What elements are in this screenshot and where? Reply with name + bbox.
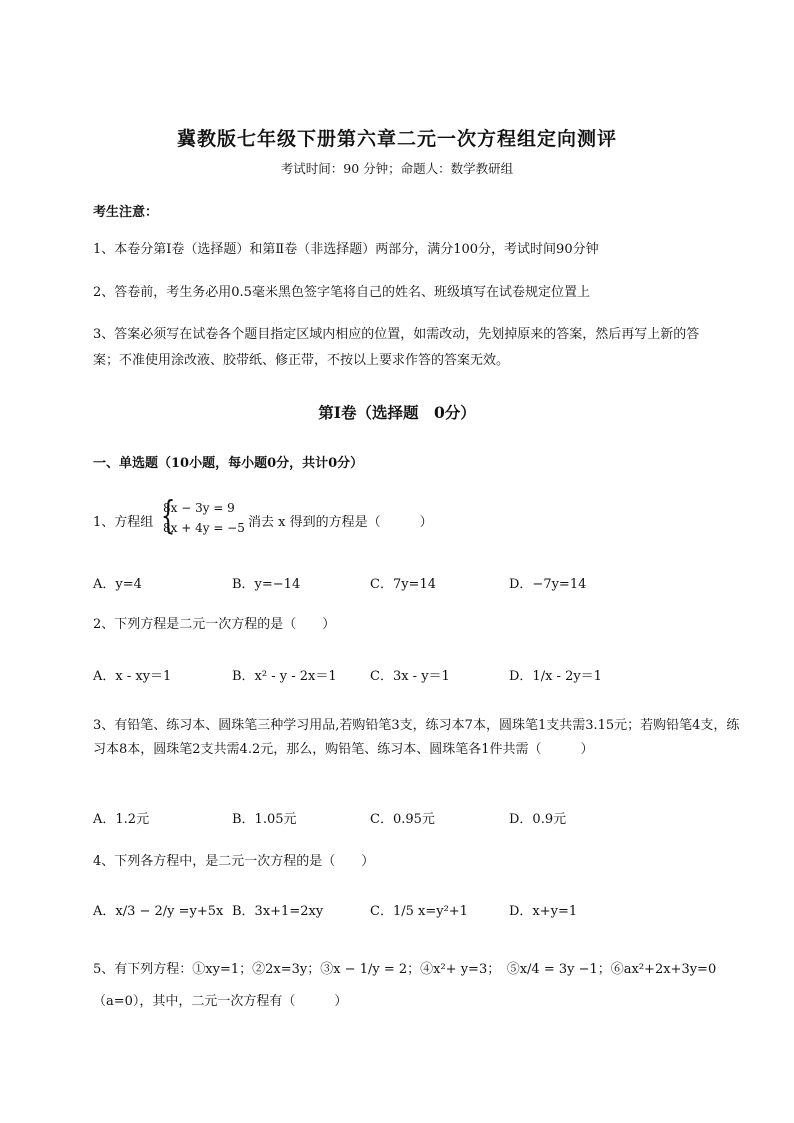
q2-option-d: D．1/x - 2y＝1: [509, 669, 602, 684]
system-brace: {: [160, 493, 176, 537]
q2-stem: 2、下列方程是二元一次方程的是（ ）: [93, 617, 336, 632]
q1-prefix: 1、方程组: [93, 515, 154, 530]
section-heading: 第Ⅰ卷（选择题 0分）: [318, 403, 476, 422]
equation-system: [163, 498, 245, 538]
q1-option-c: C．7y=14: [370, 577, 436, 592]
q3-option-b: B．1.05元: [232, 812, 297, 827]
q2-option-b: B．x² - y - 2x＝1: [232, 669, 337, 684]
q2-option-c: C．3x - y＝1: [370, 669, 450, 684]
q4-option-d: D．x+y=1: [509, 904, 578, 919]
notice-item-3: 3、答案必须写在试卷各个题目指定区域内相应的位置，如需改动，先划掉原来的答案，然后再写上新的答案；不准使用涂改液、胶带纸、修正带，不按以上要求作答的答案无效。: [93, 327, 700, 368]
notice-item-1: 1、本卷分第Ⅰ卷（选择题）和第Ⅱ卷（非选择题）两部分，满分100分，考试时间90分钟: [93, 242, 599, 257]
q4-option-a: A．x/3 − 2/y =y+5x: [93, 904, 224, 919]
part-heading: 一、单选题（10小题，每小题0分，共计0分）: [93, 456, 364, 471]
q3-option-c: C．0.95元: [370, 812, 435, 827]
q1-option-a: A．y=4: [93, 577, 142, 592]
q3-stem: 3、有铅笔、练习本、圆珠笔三种学习用品,若购铅笔3支，练习本7本，圆珠笔1支共需3.15元；若购铅笔4支，练习本8本，圆珠笔2支共需4.2元，那么，购铅笔、练习本、圆珠笔各1件共需（ ）: [93, 718, 740, 757]
q4-option-b: B．3x+1=2xy: [232, 904, 324, 919]
q3-option-a: A．1.2元: [93, 812, 150, 827]
notice-item-2: 2、答卷前，考生务必用0.5毫米黑色签字笔将自己的姓名、班级填写在试卷规定位置上: [93, 285, 590, 300]
q1-option-b: B．y=−14: [232, 577, 301, 592]
q1-suffix: 消去 x 得到的方程是（ ）: [248, 515, 433, 530]
q5-line-2: （a=0），其中，二元一次方程有（ ）: [93, 994, 348, 1009]
q4-stem: 4、下列各方程中，是二元一次方程的是（ ）: [93, 854, 375, 869]
q2-option-a: A．x - xy＝1: [93, 669, 172, 684]
system-eq-1: 8x − 3y = 9: [163, 501, 235, 515]
q5-line-1: 5、有下列方程：①xy=1；②2x=3y；③x − 1/y = 2；④x²+ y=3； ⑤x/4 = 3y −1；⑥ax²+2x+3y=0: [93, 962, 717, 977]
page-title: 冀教版七年级下册第六章二元一次方程组定向测评: [176, 128, 617, 150]
system-eq-2: 8x + 4y = −5: [163, 521, 245, 535]
exam-info: 考试时间：90 分钟；命题人：数学教研组: [280, 161, 514, 176]
q4-option-c: C．1/5 x=y²+1: [370, 904, 468, 919]
notice-heading: 考生注意：: [93, 205, 159, 220]
q3-option-d: D．0.9元: [509, 812, 567, 827]
q1-option-d: D．−7y=14: [509, 577, 587, 592]
